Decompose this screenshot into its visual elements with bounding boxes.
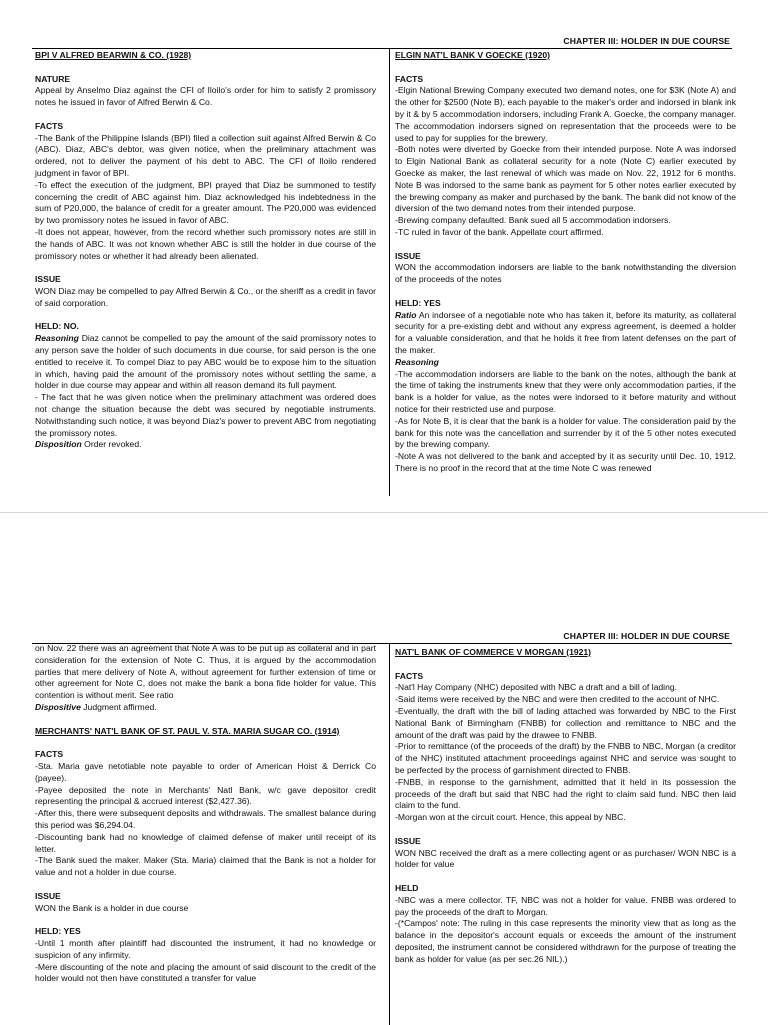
reasoning-paragraph: -As for Note B, it is clear that the bank is a holder for value. The consideration paid by the bank for this note was the cancellation and surrender by it of the 5 other notes executed by the brewing company.	[395, 415, 736, 450]
held-paragraph: -Mere discounting of the note and placing the amount of said discount to the credit of the holder would not then have constituted a transfer for value	[35, 961, 376, 984]
page-bottom	[0, 512, 768, 1025]
section-label: ISSUE	[395, 835, 421, 846]
fact-paragraph: -Brewing company defaulted. Bank sued all 5 accommodation indorsers.	[395, 215, 671, 226]
column-divider	[389, 48, 390, 496]
ratio-paragraph	[395, 310, 736, 357]
fact-paragraph: -Discounting bank had no knowledge of claimed defense of maker until receipt of its letter.	[35, 831, 376, 854]
fact-paragraph: -Prior to remittance (of the proceeds of the draft) by the FNBB to NBC, Morgan (a creditor of the NHC) instituted attachment proceedings against NHC and service was sought to be perfected by the process of garnishment directed to FNBB.	[395, 741, 736, 775]
fact-paragraph: -After this, there were subsequent deposits and withdrawals. The smallest balance during this period was $6,294.04.	[35, 808, 376, 830]
section-label: NATURE	[35, 73, 71, 84]
case-title: ELGIN NAT'L BANK V GOECKE (1920)	[395, 50, 551, 60]
case-title: MERCHANTS' NAT'L BANK OF ST. PAUL V. STA. MARIA SUGAR CO. (1914)	[35, 725, 340, 736]
ratio-text: An indorsee of a negotiable note who has taken it, before its maturity, as collateral security for a pre-existing debt and without any express agreement, is deemed a holder for a valuable consideration, and that he holds it free from latent defenses on the part of the maker.	[395, 309, 736, 355]
continued-reasoning: on Nov. 22 there was an agreement that Note A was to be put up as collateral and in part consideration for the extension of Note C. Thus, it is argued by the accommodation parties that mere delivery of Note A, without agreement for further extension of time or other agreement for Note C, does not make the bank a bona fide holder for value. This contention is without merit. See ratio	[35, 643, 376, 701]
chapter-header: CHAPTER III: HOLDER IN DUE COURSE	[563, 36, 730, 46]
column-divider	[389, 643, 390, 1025]
dispositive-text: Judgment affirmed.	[80, 701, 157, 712]
case-title: BPI V ALFRED BEARWIN & CO. (1928)	[35, 50, 192, 60]
case-title: NAT'L BANK OF COMMERCE V MORGAN (1921)	[395, 647, 592, 657]
section-label: ISSUE	[35, 890, 61, 901]
section-label: ISSUE	[395, 250, 421, 261]
fact-paragraph: -TC ruled in favor of the bank. Appellate court affirmed.	[395, 226, 604, 237]
fact-paragraph: -The Bank sued the maker. Maker (Sta. Maria) claimed that the Bank is not a holder for value and not a holder in due course.	[35, 855, 376, 878]
dispositive-label: Dispositive	[35, 701, 81, 712]
dispositive-paragraph	[35, 702, 376, 714]
ratio-label: Ratio	[395, 309, 417, 320]
issue-text: WON the accommodation indorsers are liable to the bank notwithstanding the diversion of the proceeds of the notes	[395, 262, 736, 285]
fact-paragraph: -Eventually, the draft with the bill of lading attached was forwarded by NBC to the First National Bank of Birmingham (FNBB) for collection and remittance to NBC and the amount of the draft was paid by the drawee to FNBB.	[395, 705, 736, 740]
disposition-label: Disposition	[35, 439, 82, 450]
fact-paragraph: -It does not appear, however, from the record whether such promissory notes are still in the hands of ABC. It was not known whether ABC is still the holder in due course of the promissory notes or whether it had already been alienated.	[35, 226, 376, 261]
page-top	[0, 0, 768, 512]
reasoning-label: Reasoning	[35, 333, 79, 344]
reasoning-paragraph: -The accommodation indorsers are liable to the bank on the notes, although the bank at the time of taking the instruments knew that they were only accommodation parties, if the bank is a holder for value, as the notes were indorsed to it before maturity and without notice for their restricted use and purpose.	[395, 368, 736, 414]
issue-text: WON NBC received the draft as a mere collecting agent or as purchaser/ WON NBC is a holder for value	[395, 847, 736, 870]
disposition-text: Order revoked.	[81, 439, 142, 450]
fact-paragraph: -FNBB, in response to the garnishment, admitted that it held in its possession the proceeds of the draft but said that NBC had the right to claim said fund. NBC then laid claim to the fund.	[395, 776, 736, 811]
fact-paragraph: -Both notes were diverted by Goecke from their intended purpose. Note A was indorsed to Elgin National Bank as collateral security for a note (Note C) earlier executed by Goecke as maker, the last renewal of which was made on Nov. 22, 1912 for 6 months. Note B was indorsed to the same bank as payment for 5 other notes earlier executed by the brewing company as maker and purchased by the bank. The bank did not know of the diversion of the two demand notes from their intended purpose.	[395, 144, 736, 214]
section-label: FACTS	[35, 749, 64, 760]
fact-paragraph: -Said items were received by the NBC and were then credited to the account of NHC.	[395, 694, 720, 705]
reasoning-paragraph: - The fact that he was given notice when the preliminary attachment was ordered does not change the situation because the debt was secured by negotiable instruments. Notwithstanding such notice, it was beyond Diaz's power to prevent ABC from negotiating the promissory notes.	[35, 392, 376, 438]
held-label: HELD: YES	[35, 926, 81, 937]
reasoning-text: Diaz cannot be compelled to pay the amount of the said promissory notes to any person save the holder of such documents in due course, for said person is the one entitled to receive it. To compel Diaz to pay ABC would be to expose him to the situation in which, having paid the amount of the promissory notes without settling the same, a holder in due course may appear and within all reason demand its full payment.	[35, 333, 376, 391]
fact-paragraph: -Morgan won at the circuit court. Hence, this appeal by NBC.	[395, 812, 626, 823]
held-label: HELD	[395, 882, 419, 893]
reasoning-paragraph	[35, 333, 376, 392]
case-elgin	[395, 50, 736, 475]
reasoning-paragraph: -Note A was not delivered to the bank and accepted by it as security until Dec. 10, 1912. There is no proof in the record that at the time Note C was renewed	[395, 451, 736, 473]
case-nbc	[395, 647, 736, 966]
section-label: FACTS	[395, 73, 424, 84]
held-paragraph: -NBC was a mere collector. TF, NBC was not a holder for value. FNBB was ordered to pay the proceeds of the draft to Morgan.	[395, 894, 736, 917]
section-label: ISSUE	[35, 274, 61, 285]
nature-text: Appeal by Anselmo Diaz against the CFI of Iloilo's order for him to satisfy 2 promissory notes he issued in favor of Alfred Berwin & Co.	[35, 85, 376, 108]
issue-text: WON Diaz may be compelled to pay Alfred Berwin & Co., or the sheriff as a credit in favor of said corporation.	[35, 285, 376, 308]
held-paragraph: -Until 1 month after plaintiff had discounted the instrument, it had no knowledge or suspicion of any infirmity.	[35, 937, 376, 960]
fact-paragraph: -Elgin National Brewing Company executed two demand notes, one for $3K (Note A) and the other for $2500 (Note B), each payable to the maker's order and indorsed in blank ink by it & by 5 accommodation indorsers, including Frank A. Goecke, the company manager. The accommodation indorsers signed on representation that the proceeds were to be used to pay for supplies for the brewery.	[395, 85, 736, 143]
fact-paragraph: -Payee deposited the note in Merchants' Natl Bank, w/c gave depositor credit representing the principal & accrued interest ($2,427.36).	[35, 784, 376, 807]
fact-paragraph: -Nat'l Hay Company (NHC) deposited with NBC a draft and a bill of lading.	[395, 682, 678, 693]
chapter-header: CHAPTER III: HOLDER IN DUE COURSE	[563, 631, 730, 641]
reasoning-label: Reasoning	[395, 356, 439, 367]
fact-paragraph: -The Bank of the Philippine Islands (BPI) filed a collection suit against Alfred Berwin & Co (ABC). Diaz, ABC's debtor, was given notice, when the preliminary attachment was ordered, not to deliver the payment of his debt to ABC. The CFI of Iloilo rendered judgment in favor of BPI.	[35, 132, 376, 178]
held-paragraph: -(*Campos' note: The ruling in this case represents the minority view that as long as the balance in the depositor's account equals or exceeds the amount of the instrument deposited, the instrument cannot be considered withdrawn for the purpose of treating the bank as holder for value (as per sec.26 NIL).)	[395, 918, 736, 964]
held-label: HELD: YES	[395, 297, 441, 308]
section-label: FACTS	[395, 670, 424, 681]
fact-paragraph: -Sta. Maria gave netotiable note payable to order of American Hoist & Derrick Co (payee).	[35, 760, 376, 783]
section-label: FACTS	[35, 120, 64, 131]
fact-paragraph: -To effect the execution of the judgment, BPI prayed that Diaz be summoned to testify concerning the credit of ABC against him. Diaz acknowledged his indebtedness in the sum of P20,000, the balance of credit for a greater amount. The P20,000 was evidenced by two promissory notes he issued in favor of ABC.	[35, 179, 376, 226]
case-bpi	[35, 50, 376, 451]
disposition-paragraph	[35, 439, 376, 451]
held-label: HELD: NO.	[35, 321, 79, 332]
issue-text: WON the Bank is a holder in due course	[35, 902, 189, 913]
header-rule	[32, 48, 732, 49]
case-merchants	[35, 643, 376, 985]
